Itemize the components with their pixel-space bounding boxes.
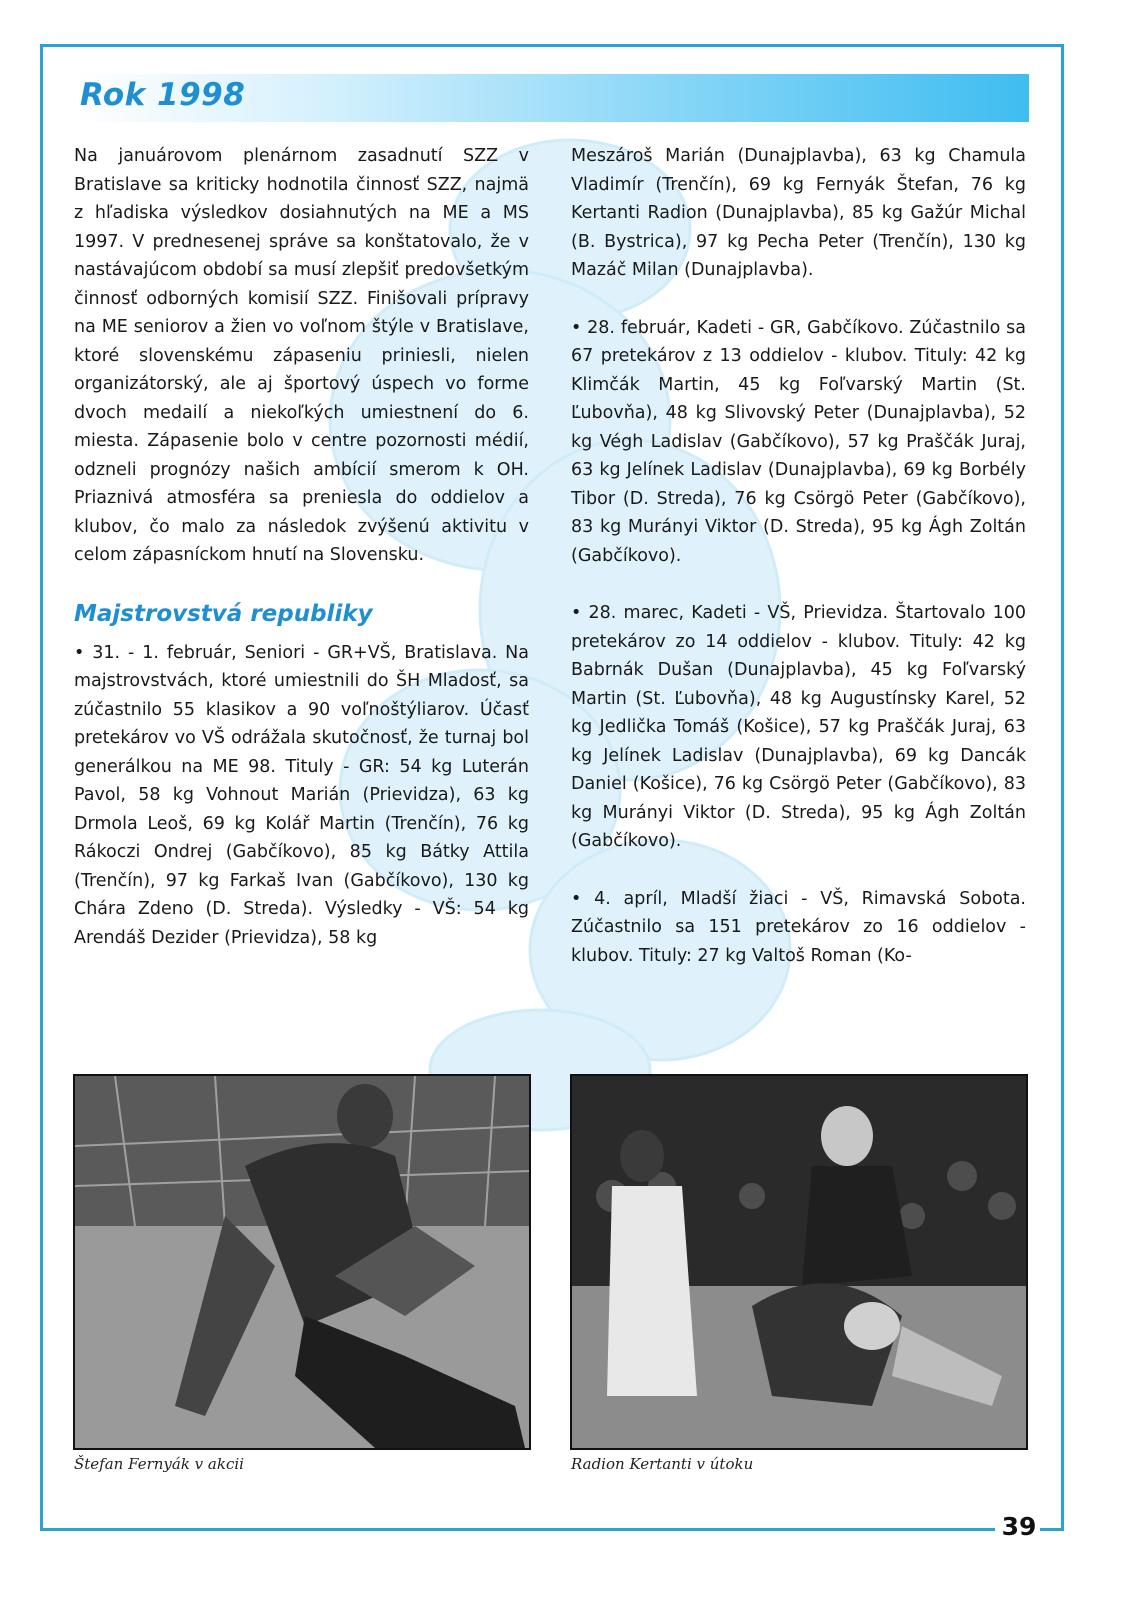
page-title: Rok 1998 xyxy=(80,77,246,113)
page-frame-bottom xyxy=(40,1528,995,1531)
photo-fernyak xyxy=(73,1074,531,1450)
photo-caption-kertanti: Radion Kertanti v útoku xyxy=(571,1455,754,1473)
entry-kadeti-vs-paragraph: • 28. marec, Kadeti - VŠ, Prievidza. Štartovalo 100 pretekárov zo 14 oddielov - klubov. Tituly: 42 kg Babrnák Dušan (Dunajplavba), 45 kg Foľvarský Martin (St. Ľubovňa), 48 kg Augustínsky Karel, 52 kg Jedlička Tomáš (Košice), 57 kg Praščák Juraj, 63 kg Jelínek Ladislav (Dunajplavba), 69 kg Dancák Daniel (Košice), 76 kg Csörgö Peter (Gabčíkovo), 83 kg Murányi Viktor (D. Streda), 95 kg Ágh Zoltán (Gabčíkovo). xyxy=(571,603,1026,851)
page-frame-right xyxy=(1061,44,1064,1531)
photo-kertanti-image xyxy=(572,1076,1026,1448)
entry-mladsi-ziaci-paragraph: • 4. apríl, Mladší žiaci - VŠ, Rimavská Sobota. Zúčastnilo sa 151 pretekárov zo 16 oddielov - klubov. Tituly: 27 kg Valtoš Roman (Ko- xyxy=(571,888,1026,966)
intro-paragraph: Na januárovom plenárnom zasadnutí SZZ v Bratislave sa kriticky hodnotila činnosť SZZ, najmä z hľadiska výsledkov dosiahnutých na ME a MS 1997. V prednesenej správe sa konštatovalo, že v nastávajúcom období sa musí zlepšiť predovšetkým činnosť odborných komisií SZZ. Finišovali prípravy na ME seniorov a žien vo voľnom štýle v Bratislave, ktoré slovenskému zápaseniu priniesli, nielen organizátorský, ale aj športový úspech vo forme dvoch medailí a niekoľkých umiestnení do 6. miesta. Zápasenie bolo v centre pozornosti médií, odzneli prognózy našich ambícií smerom k OH. Priaznivá atmosféra sa preniesla do oddielov a klubov, čo malo za následok zvýšenú aktivitu v celom zápasníckom hnutí na Slovensku. xyxy=(74,146,529,565)
left-column xyxy=(74,142,529,981)
photo-caption-fernyak: Štefan Fernyák v akcii xyxy=(74,1455,244,1473)
page-frame-bottom-tail xyxy=(1040,1528,1064,1531)
page-frame-top xyxy=(40,44,1064,47)
photo-kertanti xyxy=(570,1074,1028,1450)
entry-seniori-paragraph: • 31. - 1. február, Seniori - GR+VŠ, Bratislava. Na majstrovstvách, ktoré umiestnili do ŠH Mladosť, sa zúčastnilo 55 klasikov a 90 voľnoštýliarov. Účasť pretekárov vo VŠ odrážala skutočnosť, že turnaj bol generálkou na ME 98. Tituly - GR: 54 kg Luterán Pavol, 58 kg Vohnout Marián (Prievidza), 63 kg Drmola Leoš, 69 kg Kolář Martin (Trenčín), 76 kg Rákoczi Ondrej (Gabčíkovo), 85 kg Bátky Attila (Trenčín), 97 kg Farkaš Ivan (Gabčíkovo), 130 kg Chára Zdeno (D. Streda). Výsledky - VŠ: 54 kg Arendáš Dezider (Prievidza), 58 kg xyxy=(74,642,529,948)
entry-seniori-continued: Meszároš Marián (Dunajplavba), 63 kg Chamula Vladimír (Trenčín), 69 kg Fernyák Štefan, 76 kg Kertanti Radion (Dunajplavba), 85 kg Gažúr Michal (B. Bystrica), 97 kg Pecha Peter (Trenčín), 130 kg Mazáč Milan (Dunajplavba). xyxy=(571,146,1026,280)
page-frame-left xyxy=(40,44,43,1531)
right-column xyxy=(571,142,1026,999)
section-heading: Majstrovstvá republiky xyxy=(74,600,373,627)
photo-fernyak-image xyxy=(75,1076,529,1448)
entry-kadeti-gr-paragraph: • 28. február, Kadeti - GR, Gabčíkovo. Zúčastnilo sa 67 pretekárov z 13 oddielov - klubov. Tituly: 42 kg Klimčák Martin, 45 kg Foľvarský Martin (St. Ľubovňa), 48 kg Slivovský Peter (Dunajplavba), 52 kg Végh Ladislav (Gabčíkovo), 57 kg Praščák Juraj, 63 kg Jelínek Ladislav (Dunajplavba), 69 kg Borbély Tibor (D. Streda), 76 kg Csörgö Peter (Gabčíkovo), 83 kg Murányi Viktor (D. Streda), 95 kg Ágh Zoltán (Gabčíkovo). xyxy=(571,317,1026,566)
page-number: 39 xyxy=(1001,1512,1037,1541)
